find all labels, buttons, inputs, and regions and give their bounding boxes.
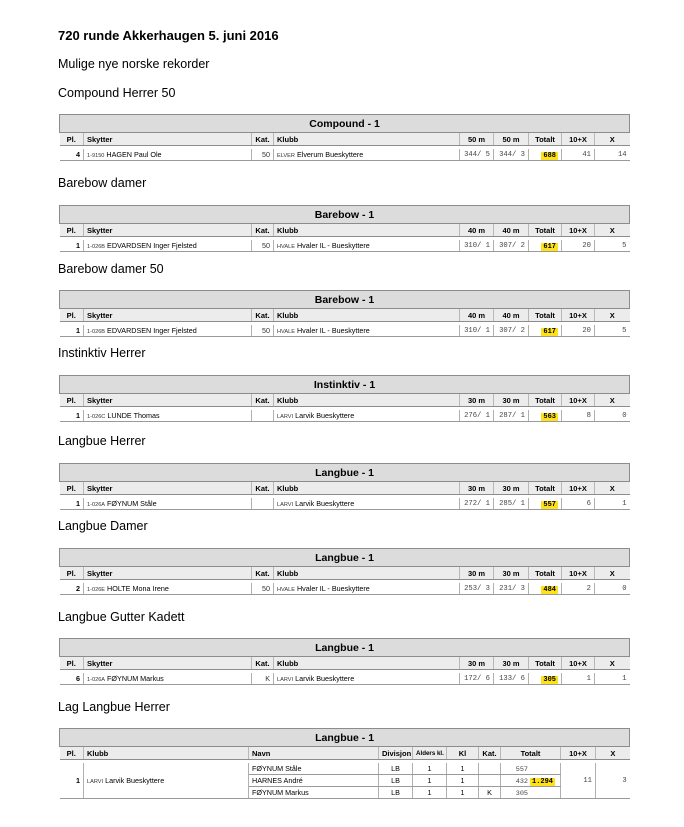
header-x: X [595,133,630,146]
header-pl: Pl. [60,482,84,495]
score-distance-1: 272/ 1 [460,498,494,510]
club-name: Larvik Bueskyttere [295,411,355,420]
category: 50 [252,583,274,595]
header-pl: Pl. [60,309,84,322]
club-code: HVALE [277,587,295,593]
header-skytter: Skytter [84,657,252,670]
table-banner: Compound - 1 [60,115,630,133]
club-code: LARVI [87,779,104,785]
club [274,498,460,510]
score-distance-1: 310/ 1 [460,325,494,337]
header-divisjon: Divisjon [379,747,413,760]
club-code: HVALE [277,244,295,250]
tens-x-count: 6 [562,498,595,510]
member-name: FØYNUM Ståle [249,763,379,775]
header-klubb: Klubb [274,394,460,407]
table-row [60,583,630,595]
score-distance-2: 287/ 1 [494,410,529,422]
archer-name: FØYNUM Ståle [107,499,157,508]
section-title: Langbue Damer [58,519,148,533]
header-10x: 10+X [562,309,595,322]
header-kat: Kat. [252,482,274,495]
header-x: X [595,567,630,580]
archer-name: EDVARDSEN Inger Fjelsted [107,241,197,250]
table-banner: Langbue - 1 [60,464,630,482]
header-klubb: Klubb [84,747,249,760]
total-cell [529,583,562,595]
header-skytter: Skytter [84,224,252,237]
total-cell [529,325,562,337]
header-pl: Pl. [60,394,84,407]
header-klubb: Klubb [274,224,460,237]
member-age-class: 1 [413,787,447,799]
header-10x: 10+X [562,657,595,670]
header-alders: Alders kl. [413,747,447,760]
member-class: 1 [447,763,479,775]
club-name: Larvik Bueskyttere [295,499,355,508]
score-distance-1: 276/ 1 [460,410,494,422]
tens-x-count: 20 [562,325,595,337]
header-distance-2: 50 m [494,133,529,146]
team-total-score: 1.294 [532,777,554,786]
total-cell [529,240,562,252]
member-score-cell [501,775,561,787]
score-distance-1: 310/ 1 [460,240,494,252]
total-score: 617 [543,327,556,336]
archer [84,498,252,510]
member-score: 432 [515,777,528,786]
club-code: ELVER [277,153,295,159]
archer-id: 1-026A [87,677,106,683]
club [274,673,460,685]
score-distance-1: 253/ 3 [460,583,494,595]
club-name: Larvik Bueskyttere [295,674,355,683]
club-code: LARVI [277,677,294,683]
results-table [59,114,630,161]
header-x: X [596,747,630,760]
header-distance-1: 30 m [460,567,494,580]
archer-id: 1-026B [87,244,106,250]
place: 2 [60,583,84,595]
category: K [252,673,274,685]
archer-name: HAGEN Paul Ole [106,150,162,159]
header-kat: Kat. [252,309,274,322]
place: 1 [60,410,84,422]
member-category [479,775,501,787]
section-title: Compound Herrer 50 [58,86,176,100]
header-totalt: Totalt [529,482,562,495]
header-kat: Kat. [252,394,274,407]
archer-name: FØYNUM Markus [107,674,164,683]
club-code: LARVI [277,502,294,508]
header-10x: 10+X [561,747,596,760]
tens-x-count: 11 [561,763,596,799]
score-distance-2: 307/ 2 [494,240,529,252]
total-score: 563 [543,412,556,421]
header-kat: Kat. [252,224,274,237]
total-score: 557 [543,500,556,509]
header-10x: 10+X [562,482,595,495]
section-title: Instinktiv Herrer [58,346,146,360]
score-distance-2: 231/ 3 [494,583,529,595]
place: 1 [60,498,84,510]
header-10x: 10+X [562,133,595,146]
member-score-cell [501,787,561,799]
section-title: Langbue Herrer [58,434,146,448]
archer [84,673,252,685]
archer-id: 1-026E [87,587,106,593]
header-distance-2: 40 m [494,224,529,237]
club-name: Hvaler IL - Bueskyttere [296,326,370,335]
member-division: LB [379,775,413,787]
results-table [59,290,630,337]
table-banner: Langbue - 1 [60,639,630,657]
place: 6 [60,673,84,685]
table-row [60,410,630,422]
header-distance-2: 40 m [494,309,529,322]
club-name: Elverum Bueskyttere [296,150,364,159]
table-row [60,149,630,161]
table-banner: Barebow - 1 [60,206,630,224]
score-distance-2: 285/ 1 [494,498,529,510]
archer-name: EDVARDSEN Inger Fjelsted [107,326,197,335]
results-table [59,548,630,595]
header-totalt: Totalt [529,657,562,670]
archer [84,240,252,252]
section-title: Barebow damer 50 [58,262,164,276]
team-member-row [60,763,630,775]
header-totalt: Totalt [529,567,562,580]
document-title: 720 runde Akkerhaugen 5. juni 2016 [58,28,279,43]
total-cell [529,498,562,510]
score-distance-2: 344/ 3 [494,149,529,161]
header-distance-2: 30 m [494,482,529,495]
score-distance-1: 172/ 6 [460,673,494,685]
x-count: 3 [596,763,630,799]
club [274,583,460,595]
header-10x: 10+X [562,567,595,580]
club [274,325,460,337]
archer-id: 1-026B [87,329,106,335]
member-category: K [479,787,501,799]
tens-x-count: 8 [562,410,595,422]
header-totalt: Totalt [501,747,561,760]
place: 1 [60,325,84,337]
place: 1 [60,240,84,252]
member-class: 1 [447,787,479,799]
header-distance-1: 30 m [460,657,494,670]
total-cell [529,149,562,161]
table-banner: Barebow - 1 [60,291,630,309]
member-score: 557 [515,765,528,774]
header-distance-1: 40 m [460,224,494,237]
member-name: HARNES André [249,775,379,787]
table-banner: Instinktiv - 1 [60,376,630,394]
header-skytter: Skytter [84,394,252,407]
team-club [84,763,249,799]
header-pl: Pl. [60,567,84,580]
team-results-table [59,728,630,799]
header-klubb: Klubb [274,133,460,146]
x-count: 0 [595,410,630,422]
category [252,410,274,422]
results-table [59,638,630,685]
place: 4 [60,149,84,161]
archer-id: 1-026A [87,502,106,508]
club-name: Hvaler IL - Bueskyttere [296,241,370,250]
category: 50 [252,149,274,161]
club [274,149,460,161]
member-division: LB [379,787,413,799]
header-10x: 10+X [562,224,595,237]
tens-x-count: 41 [562,149,595,161]
member-score-cell [501,763,561,775]
table-row [60,240,630,252]
member-score: 305 [515,789,528,798]
category: 50 [252,325,274,337]
total-score: 484 [543,585,556,594]
tens-x-count: 1 [562,673,595,685]
header-klubb: Klubb [274,567,460,580]
results-table [59,375,630,422]
header-kat: Kat. [252,567,274,580]
header-skytter: Skytter [84,567,252,580]
total-score: 305 [543,675,556,684]
header-kat: Kat. [252,133,274,146]
header-totalt: Totalt [529,309,562,322]
archer [84,410,252,422]
header-x: X [595,657,630,670]
total-cell [529,673,562,685]
header-pl: Pl. [60,747,84,760]
header-totalt: Totalt [529,133,562,146]
header-x: X [595,394,630,407]
table-banner: Langbue - 1 [60,549,630,567]
member-class: 1 [447,775,479,787]
member-name: FØYNUM Markus [249,787,379,799]
x-count: 5 [595,325,630,337]
section-title: Barebow damer [58,176,147,190]
archer-id: 1-9150 [87,153,105,159]
archer-name: LUNDE Thomas [107,411,160,420]
member-age-class: 1 [413,763,447,775]
results-table [59,463,630,510]
section-title: Lag Langbue Herrer [58,700,170,714]
archer [84,149,252,161]
archer-name: HOLTE Mona Irene [107,584,169,593]
x-count: 0 [595,583,630,595]
table-row [60,498,630,510]
tens-x-count: 2 [562,583,595,595]
x-count: 1 [595,673,630,685]
header-distance-2: 30 m [494,567,529,580]
place: 1 [60,763,84,799]
header-kl: Kl [447,747,479,760]
table-row [60,673,630,685]
header-pl: Pl. [60,224,84,237]
member-age-class: 1 [413,775,447,787]
archer [84,583,252,595]
score-distance-1: 344/ 5 [460,149,494,161]
header-klubb: Klubb [274,309,460,322]
header-kat: Kat. [479,747,501,760]
section-title: Langbue Gutter Kadett [58,610,185,624]
results-table [59,205,630,252]
header-totalt: Totalt [529,224,562,237]
header-distance-1: 30 m [460,394,494,407]
category [252,498,274,510]
member-division: LB [379,763,413,775]
header-distance-2: 30 m [494,394,529,407]
member-category [479,763,501,775]
category: 50 [252,240,274,252]
score-distance-2: 307/ 2 [494,325,529,337]
club-name: Hvaler IL - Bueskyttere [296,584,370,593]
header-klubb: Klubb [274,657,460,670]
club-code: LARVI [277,414,294,420]
table-banner: Langbue - 1 [60,729,630,747]
score-distance-2: 133/ 6 [494,673,529,685]
header-distance-1: 50 m [460,133,494,146]
tens-x-count: 20 [562,240,595,252]
header-skytter: Skytter [84,309,252,322]
club-code: HVALE [277,329,295,335]
header-x: X [595,482,630,495]
header-kat: Kat. [252,657,274,670]
header-distance-1: 30 m [460,482,494,495]
club [274,240,460,252]
header-skytter: Skytter [84,482,252,495]
header-pl: Pl. [60,657,84,670]
x-count: 5 [595,240,630,252]
header-totalt: Totalt [529,394,562,407]
total-score: 617 [543,242,556,251]
header-x: X [595,224,630,237]
archer [84,325,252,337]
x-count: 1 [595,498,630,510]
table-row [60,325,630,337]
header-distance-2: 30 m [494,657,529,670]
total-score: 688 [543,151,556,160]
header-distance-1: 40 m [460,309,494,322]
header-skytter: Skytter [84,133,252,146]
total-cell [529,410,562,422]
header-10x: 10+X [562,394,595,407]
club-name: Larvik Bueskyttere [105,776,165,785]
x-count: 14 [595,149,630,161]
header-navn: Navn [249,747,379,760]
header-x: X [595,309,630,322]
club [274,410,460,422]
document-subtitle: Mulige nye norske rekorder [58,57,210,71]
header-klubb: Klubb [274,482,460,495]
archer-id: 1-026C [87,414,106,420]
header-pl: Pl. [60,133,84,146]
